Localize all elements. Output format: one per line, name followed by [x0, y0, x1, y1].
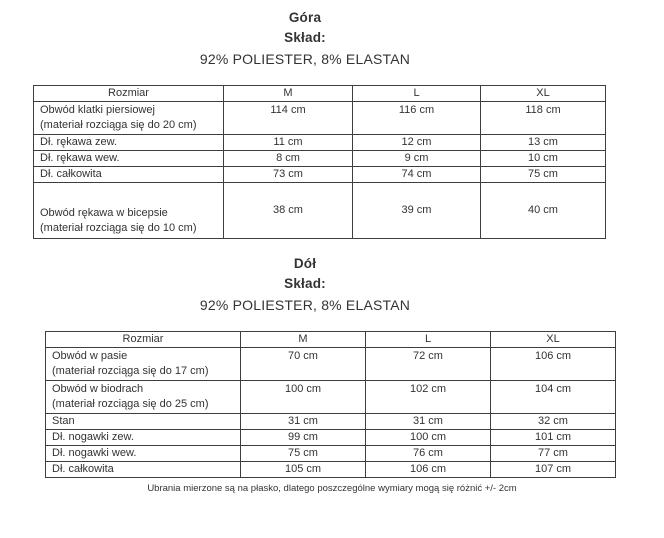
section-bottom-garment: [0, 254, 664, 478]
section-bottom-titles: [0, 254, 610, 316]
row-label: [34, 102, 224, 135]
row-label: Stan: [46, 414, 241, 430]
row-label: Dł. całkowita: [46, 462, 241, 478]
measurement-value: 31 cm: [366, 414, 491, 430]
row-label: [34, 183, 224, 239]
composition-label: Skład:: [284, 276, 326, 291]
measurement-value: 100 cm: [366, 430, 491, 446]
row-label-note: (materiał rozciąga się do 25 cm): [52, 398, 209, 410]
table-row: [46, 462, 616, 478]
measurement-value: 75 cm: [481, 167, 606, 183]
section-title: Dół: [293, 256, 317, 271]
table-row: [46, 381, 616, 414]
measurement-value: 39 cm: [353, 183, 481, 239]
row-label-text: Obwód w biodrach: [52, 383, 144, 395]
row-label: Dł. rękawa wew.: [34, 151, 224, 167]
measurement-value: 100 cm: [241, 381, 366, 414]
section-top-garment: [0, 8, 664, 239]
measurement-value: 31 cm: [241, 414, 366, 430]
measurement-value: 73 cm: [224, 167, 353, 183]
measurement-value: 10 cm: [481, 151, 606, 167]
table-header-row: [34, 86, 606, 102]
column-header: XL: [481, 86, 606, 102]
measurement-value: 38 cm: [224, 183, 353, 239]
measurement-value: 116 cm: [353, 102, 481, 135]
table-header-row: [46, 332, 616, 348]
column-header: L: [366, 332, 491, 348]
column-header: M: [224, 86, 353, 102]
column-header: L: [353, 86, 481, 102]
measurement-value: 9 cm: [353, 151, 481, 167]
table-row: [46, 430, 616, 446]
measurement-value: 114 cm: [224, 102, 353, 135]
table-row: [34, 135, 606, 151]
table-row: [46, 414, 616, 430]
measurement-value: 101 cm: [491, 430, 616, 446]
composition-value: 92% POLIESTER, 8% ELASTAN: [199, 297, 411, 313]
size-table-bottom: [45, 331, 616, 478]
table-row: [34, 167, 606, 183]
row-label-note: (materiał rozciąga się do 20 cm): [40, 119, 197, 131]
table-row: [34, 183, 606, 239]
measurement-value: 107 cm: [491, 462, 616, 478]
measurement-value: 74 cm: [353, 167, 481, 183]
measurement-disclaimer: Ubrania mierzone są na płasko, dlatego poszczególne wymiary mogą się różnić +/- 2cm: [147, 483, 517, 494]
measurement-value: 12 cm: [353, 135, 481, 151]
row-label: [46, 381, 241, 414]
measurement-value: 106 cm: [491, 348, 616, 381]
measurement-value: 75 cm: [241, 446, 366, 462]
measurement-value: 40 cm: [481, 183, 606, 239]
row-label-note: (materiał rozciąga się do 17 cm): [52, 365, 209, 377]
row-label: Dł. nogawki zew.: [46, 430, 241, 446]
measurement-value: 99 cm: [241, 430, 366, 446]
measurement-value: 104 cm: [491, 381, 616, 414]
column-header: XL: [491, 332, 616, 348]
row-label: Dł. całkowita: [34, 167, 224, 183]
measurement-value: 11 cm: [224, 135, 353, 151]
row-label: [46, 348, 241, 381]
measurement-value: 105 cm: [241, 462, 366, 478]
column-header: Rozmiar: [46, 332, 241, 348]
row-label: Dł. nogawki wew.: [46, 446, 241, 462]
measurement-value: 118 cm: [481, 102, 606, 135]
measurement-value: 72 cm: [366, 348, 491, 381]
composition-value: 92% POLIESTER, 8% ELASTAN: [199, 51, 411, 67]
table-row: [46, 446, 616, 462]
row-label-text: Obwód w pasie: [52, 350, 128, 362]
measurement-value: 76 cm: [366, 446, 491, 462]
measurement-value: 77 cm: [491, 446, 616, 462]
table-row: [46, 348, 616, 381]
measurement-value: 106 cm: [366, 462, 491, 478]
section-title: Góra: [288, 10, 322, 25]
row-label-text: Obwód klatki piersiowej: [40, 104, 155, 116]
measurement-value: 70 cm: [241, 348, 366, 381]
measurement-value: 102 cm: [366, 381, 491, 414]
table-row: [34, 102, 606, 135]
column-header: M: [241, 332, 366, 348]
column-header: Rozmiar: [34, 86, 224, 102]
size-table-top: [33, 85, 606, 239]
row-label-note: (materiał rozciąga się do 10 cm): [40, 222, 197, 234]
composition-label: Skład:: [284, 30, 326, 45]
measurement-value: 8 cm: [224, 151, 353, 167]
row-label-text: Obwód rękawa w bicepsie: [40, 207, 168, 219]
row-label: Dł. rękawa zew.: [34, 135, 224, 151]
table-row: [34, 151, 606, 167]
section-top-titles: [0, 8, 610, 70]
measurement-value: 13 cm: [481, 135, 606, 151]
measurement-value: 32 cm: [491, 414, 616, 430]
